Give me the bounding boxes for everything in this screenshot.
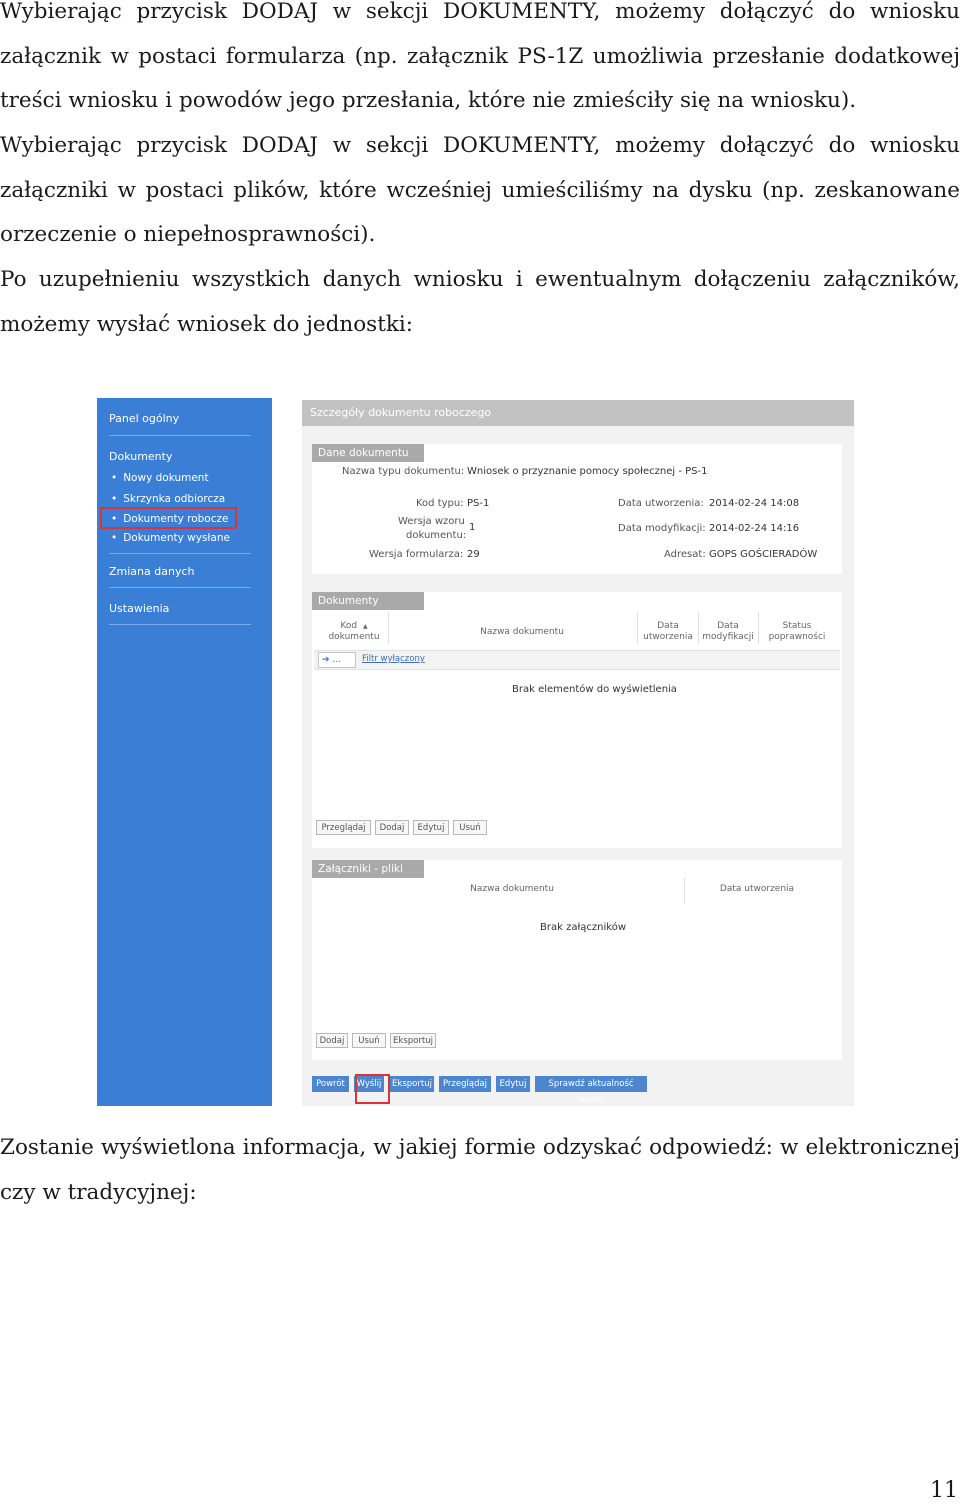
page-title-bar bbox=[302, 400, 854, 426]
column-label: modyfikacji bbox=[702, 632, 754, 642]
field-label: dokumentu: bbox=[406, 530, 467, 541]
field-label: Wersja wzoru bbox=[398, 516, 465, 527]
divider bbox=[109, 624, 251, 625]
text-line: Po uzupełnieniu wszystkich danych wniosku i ewentualnym dołączeniu załączników, bbox=[0, 267, 960, 292]
empty-message: Brak załączników bbox=[540, 922, 627, 933]
paragraph-wyslij bbox=[0, 258, 960, 347]
column-header-data[interactable]: Data utworzenia bbox=[719, 884, 795, 894]
text-line: możemy wysłać wniosek do jednostki: bbox=[0, 311, 413, 337]
column-header-data-utworzenia[interactable] bbox=[640, 621, 696, 643]
highlight-box bbox=[355, 1074, 390, 1104]
eksportuj-button[interactable]: Eksportuj bbox=[390, 1033, 436, 1048]
section-tab: Dokumenty bbox=[312, 592, 424, 610]
edytuj-button[interactable]: Edytuj bbox=[496, 1076, 530, 1092]
text-line: załącznik w postaci formularza (np. załącznik PS-1Z umożliwia przesłanie dodatkowej bbox=[0, 43, 960, 69]
sprawdz-aktualnosc-button[interactable]: Sprawdź aktualność wzoru bbox=[535, 1076, 647, 1092]
usun-button[interactable]: Usuń bbox=[453, 820, 487, 835]
column-label: Data bbox=[717, 621, 739, 631]
field-label: Data modyfikacji: bbox=[618, 523, 706, 534]
field-label: Wersja formularza: bbox=[369, 549, 464, 560]
text-line: treści wniosku i powodów jego przesłania, które nie zmieściły się na wniosku). bbox=[0, 88, 857, 113]
dodaj-button[interactable]: Dodaj bbox=[316, 1033, 348, 1048]
text-line: Zostanie wyświetlona informacja, w jakiej formie odzyskać odpowiedź: w elektronicznej bbox=[0, 1135, 960, 1160]
column-label: Data bbox=[657, 621, 679, 631]
column-label: Status bbox=[782, 621, 812, 631]
paragraph-dodaj-formularz bbox=[0, 0, 960, 124]
filter-bar bbox=[314, 650, 840, 670]
sidebar-item-panel[interactable]: Panel ogólny bbox=[109, 412, 180, 425]
field-value: Wniosek o przyznanie pomocy społecznej - PS-1 bbox=[467, 466, 708, 477]
sidebar-item-zmiana-danych[interactable]: Zmiana danych bbox=[109, 565, 195, 578]
empty-message: Brak elementów do wyświetlenia bbox=[512, 684, 677, 695]
divider bbox=[109, 553, 251, 554]
sidebar-item-ustawienia[interactable]: Ustawienia bbox=[109, 602, 170, 615]
sidebar-item-dokumenty-wyslane[interactable]: • Dokumenty wysłane bbox=[111, 532, 230, 544]
field-value: 2014-02-24 14:16 bbox=[709, 523, 800, 534]
section-dane-dokumentu bbox=[312, 444, 842, 574]
column-label: utworzenia bbox=[643, 632, 693, 642]
section-dokumenty bbox=[312, 592, 842, 848]
sidebar-item-skrzynka-odbiorcza[interactable]: • Skrzynka odbiorcza bbox=[111, 493, 225, 505]
section-tab: Dane dokumentu bbox=[312, 444, 424, 462]
column-header-nazwa[interactable]: Nazwa dokumentu bbox=[480, 627, 564, 637]
divider bbox=[698, 612, 699, 644]
text-line: Wybierając przycisk DODAJ w sekcji DOKUMENTY, możemy dołączyć do wniosku bbox=[0, 133, 960, 158]
filter-button[interactable] bbox=[318, 652, 356, 668]
field-label: Adresat: bbox=[664, 549, 706, 560]
column-label: Kod bbox=[340, 621, 358, 631]
divider bbox=[109, 587, 251, 588]
divider bbox=[388, 612, 389, 644]
przegladaj-button[interactable]: Przeglądaj bbox=[316, 820, 371, 835]
usun-button[interactable]: Usuń bbox=[352, 1033, 386, 1048]
paragraph-informacja bbox=[0, 1126, 960, 1215]
sidebar-item-dokumenty-robocze[interactable]: • Dokumenty robocze bbox=[111, 513, 228, 525]
column-header-status[interactable] bbox=[762, 621, 832, 643]
text-line: załączniki w postaci plików, które wcześniej umieściliśmy na dysku (np. zeskanowane bbox=[0, 177, 960, 203]
edytuj-button[interactable]: Edytuj bbox=[413, 820, 449, 835]
divider bbox=[758, 612, 759, 644]
przegladaj-button[interactable]: Przeglądaj bbox=[439, 1076, 491, 1092]
field-value: 29 bbox=[467, 549, 480, 560]
sort-ascending-icon: ▲ bbox=[362, 623, 368, 630]
field-value: PS-1 bbox=[467, 498, 490, 509]
column-label: poprawności bbox=[768, 632, 826, 642]
field-label: Data utworzenia: bbox=[618, 498, 704, 509]
dodaj-button[interactable]: Dodaj bbox=[375, 820, 409, 835]
column-header-nazwa[interactable]: Nazwa dokumentu bbox=[470, 884, 554, 894]
arrow-right-icon: ➔ bbox=[322, 655, 330, 665]
sidebar-item-dokumenty[interactable]: Dokumenty bbox=[109, 450, 173, 463]
text-line: orzeczenie o niepełnosprawności). bbox=[0, 222, 376, 247]
filter-link[interactable]: Filtr wyłączony bbox=[362, 654, 425, 664]
column-header-kod[interactable] bbox=[324, 621, 384, 643]
field-value: 2014-02-24 14:08 bbox=[709, 498, 800, 509]
page-number: 11 bbox=[930, 1478, 958, 1503]
wyslij-button[interactable]: Wyślij bbox=[354, 1076, 384, 1092]
divider bbox=[109, 435, 251, 436]
highlight-box bbox=[100, 507, 237, 529]
field-label: Nazwa typu dokumentu: bbox=[342, 466, 465, 477]
section-tab: Załączniki - pliki bbox=[312, 860, 424, 878]
main-panel bbox=[302, 400, 854, 1106]
field-value: GOPS GOŚCIERADÓW bbox=[709, 549, 818, 560]
filter-more: ... bbox=[332, 655, 342, 665]
divider bbox=[637, 612, 638, 644]
section-zalaczniki bbox=[312, 860, 842, 1060]
text-line: Wybierając przycisk DODAJ w sekcji DOKUMENTY, możemy dołączyć do wniosku bbox=[0, 0, 960, 24]
sidebar bbox=[97, 398, 272, 1106]
paragraph-dodaj-pliki bbox=[0, 124, 960, 258]
page-title: Szczegóły dokumentu roboczego bbox=[310, 406, 492, 419]
eksportuj-button[interactable]: Eksportuj bbox=[390, 1076, 434, 1092]
app-screenshot bbox=[97, 396, 854, 1108]
field-value: 1 bbox=[469, 522, 476, 533]
column-header-data-modyfikacji[interactable] bbox=[700, 621, 756, 643]
column-label: dokumentu bbox=[328, 632, 380, 642]
powrot-button[interactable]: Powrót bbox=[312, 1076, 349, 1092]
field-label: Kod typu: bbox=[416, 498, 464, 509]
text-line: czy w tradycyjnej: bbox=[0, 1179, 197, 1205]
divider bbox=[684, 878, 685, 904]
sidebar-item-nowy-dokument[interactable]: • Nowy dokument bbox=[111, 472, 209, 484]
